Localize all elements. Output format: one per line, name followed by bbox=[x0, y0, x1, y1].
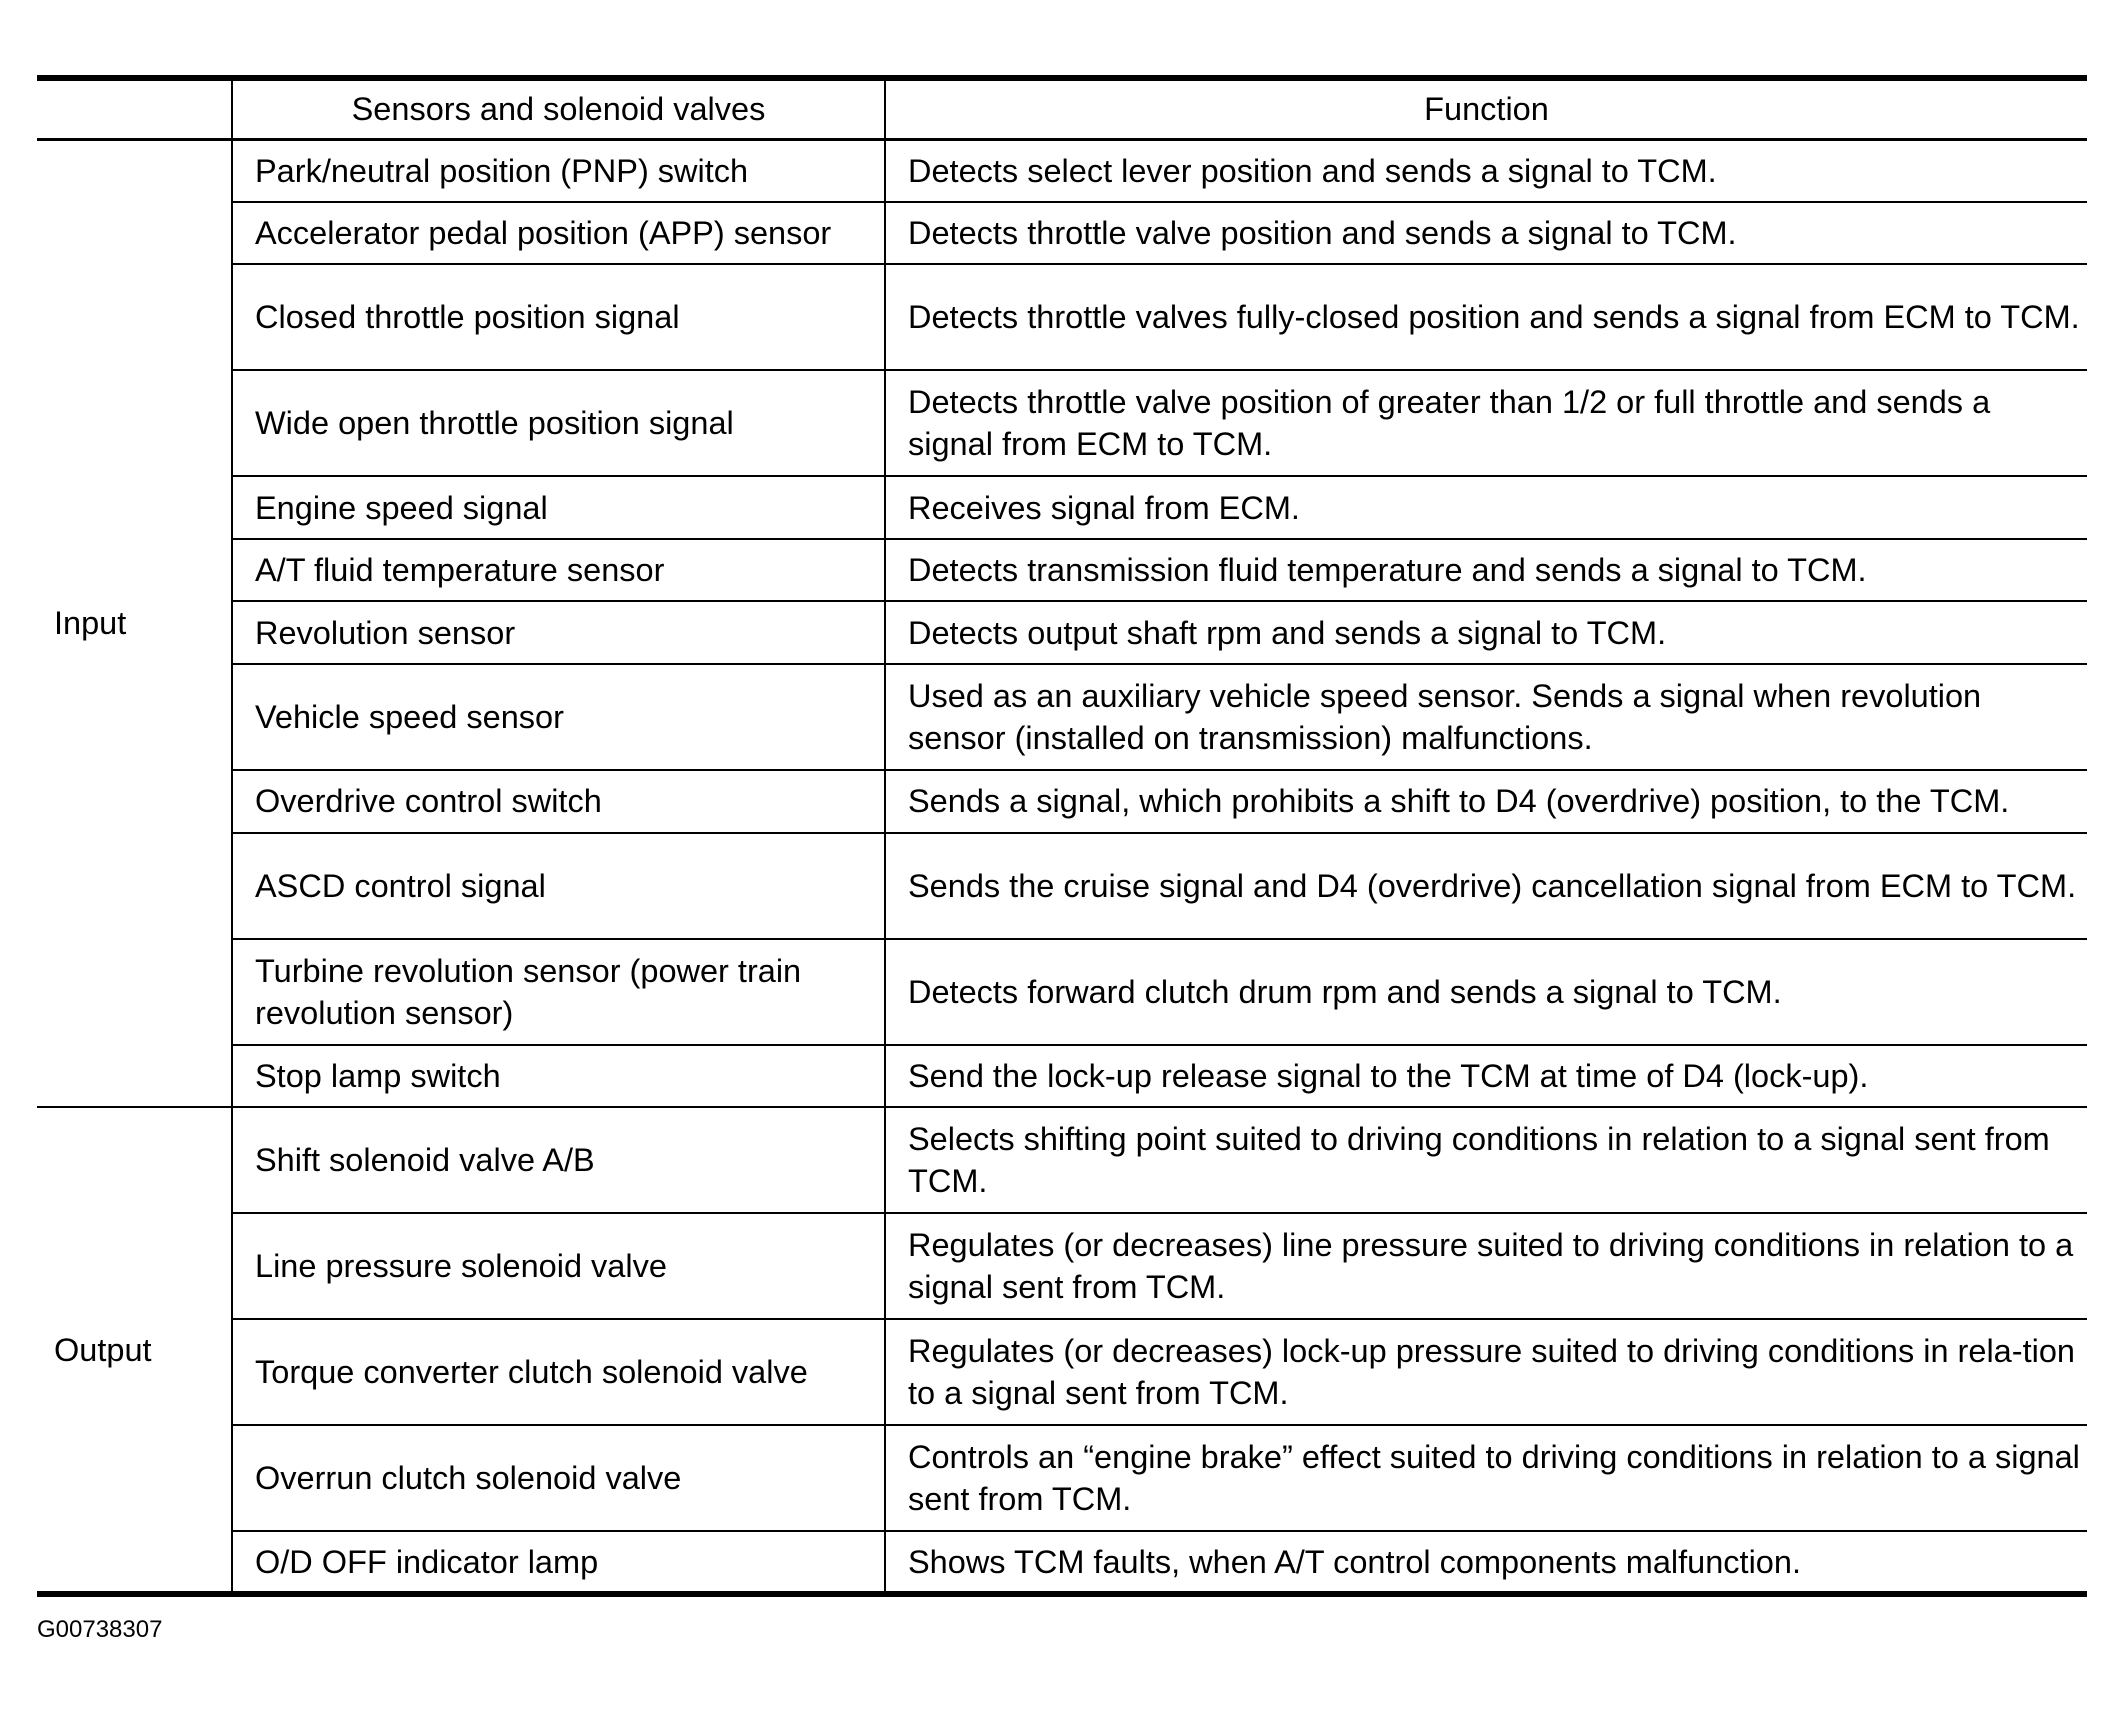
header-function: Function bbox=[885, 78, 2087, 139]
sensor-cell: Stop lamp switch bbox=[232, 1045, 885, 1108]
function-cell: Detects throttle valves fully-closed position and sends a signal from ECM to TCM. bbox=[885, 264, 2087, 370]
function-cell: Detects forward clutch drum rpm and sends a signal to TCM. bbox=[885, 939, 2087, 1045]
sensor-cell: Torque converter clutch solenoid valve bbox=[232, 1319, 885, 1425]
table-row bbox=[37, 139, 2087, 202]
function-cell: Shows TCM faults, when A/T control components malfunction. bbox=[885, 1531, 2087, 1594]
sensor-cell: Overdrive control switch bbox=[232, 770, 885, 833]
sensor-cell: O/D OFF indicator lamp bbox=[232, 1531, 885, 1594]
sensor-cell: Vehicle speed sensor bbox=[232, 664, 885, 770]
function-cell: Used as an auxiliary vehicle speed sensor. Sends a signal when revolution sensor (installed on transmission) malfunctions. bbox=[885, 664, 2087, 770]
function-cell: Detects throttle valve position and sends a signal to TCM. bbox=[885, 202, 2087, 265]
header-group-cell bbox=[37, 78, 232, 139]
header-sensors: Sensors and solenoid valves bbox=[232, 78, 885, 139]
sensor-cell: Turbine revolution sensor (power train revolution sensor) bbox=[232, 939, 885, 1045]
table-row bbox=[37, 370, 2087, 476]
function-cell: Sends a signal, which prohibits a shift to D4 (overdrive) position, to the TCM. bbox=[885, 770, 2087, 833]
sensor-cell: A/T fluid temperature sensor bbox=[232, 539, 885, 602]
document-page bbox=[37, 0, 2087, 1709]
function-cell: Detects transmission fluid temperature and sends a signal to TCM. bbox=[885, 539, 2087, 602]
table-row bbox=[37, 1531, 2087, 1594]
function-cell: Selects shifting point suited to driving conditions in relation to a signal sent from TCM. bbox=[885, 1107, 2087, 1213]
sensor-cell: ASCD control signal bbox=[232, 833, 885, 939]
table-row bbox=[37, 939, 2087, 1045]
table-row bbox=[37, 1107, 2087, 1213]
function-cell: Receives signal from ECM. bbox=[885, 476, 2087, 539]
sensor-cell: Line pressure solenoid valve bbox=[232, 1213, 885, 1319]
table-row bbox=[37, 601, 2087, 664]
group-label-output: Output bbox=[37, 1107, 232, 1594]
function-cell: Send the lock-up release signal to the TCM at time of D4 (lock-up). bbox=[885, 1045, 2087, 1108]
table-row bbox=[37, 770, 2087, 833]
sensor-cell: Revolution sensor bbox=[232, 601, 885, 664]
sensor-cell: Overrun clutch solenoid valve bbox=[232, 1425, 885, 1531]
sensor-cell: Accelerator pedal position (APP) sensor bbox=[232, 202, 885, 265]
sensor-cell: Closed throttle position signal bbox=[232, 264, 885, 370]
group-label-input: Input bbox=[37, 139, 232, 1107]
table-row bbox=[37, 539, 2087, 602]
figure-code: G00738307 bbox=[37, 1616, 163, 1643]
sensor-cell: Park/neutral position (PNP) switch bbox=[232, 139, 885, 202]
sensor-cell: Wide open throttle position signal bbox=[232, 370, 885, 476]
table-row bbox=[37, 264, 2087, 370]
table-row bbox=[37, 476, 2087, 539]
table-row bbox=[37, 202, 2087, 265]
table-header-row bbox=[37, 78, 2087, 139]
function-cell: Detects select lever position and sends a signal to TCM. bbox=[885, 139, 2087, 202]
function-cell: Regulates (or decreases) line pressure suited to driving conditions in relation to a signal sent from TCM. bbox=[885, 1213, 2087, 1319]
table-row bbox=[37, 1213, 2087, 1319]
sensor-cell: Shift solenoid valve A/B bbox=[232, 1107, 885, 1213]
table-row bbox=[37, 1425, 2087, 1531]
sensor-function-table bbox=[37, 75, 2087, 1597]
sensor-cell: Engine speed signal bbox=[232, 476, 885, 539]
function-cell: Regulates (or decreases) lock-up pressure suited to driving conditions in rela-tion to a signal sent from TCM. bbox=[885, 1319, 2087, 1425]
table-row bbox=[37, 833, 2087, 939]
function-cell: Controls an “engine brake” effect suited to driving conditions in relation to a signal sent from TCM. bbox=[885, 1425, 2087, 1531]
function-cell: Sends the cruise signal and D4 (overdrive) cancellation signal from ECM to TCM. bbox=[885, 833, 2087, 939]
function-cell: Detects output shaft rpm and sends a signal to TCM. bbox=[885, 601, 2087, 664]
table-row bbox=[37, 1319, 2087, 1425]
table-row bbox=[37, 1045, 2087, 1108]
table-row bbox=[37, 664, 2087, 770]
function-cell: Detects throttle valve position of greater than 1/2 or full throttle and sends a signal from ECM to TCM. bbox=[885, 370, 2087, 476]
